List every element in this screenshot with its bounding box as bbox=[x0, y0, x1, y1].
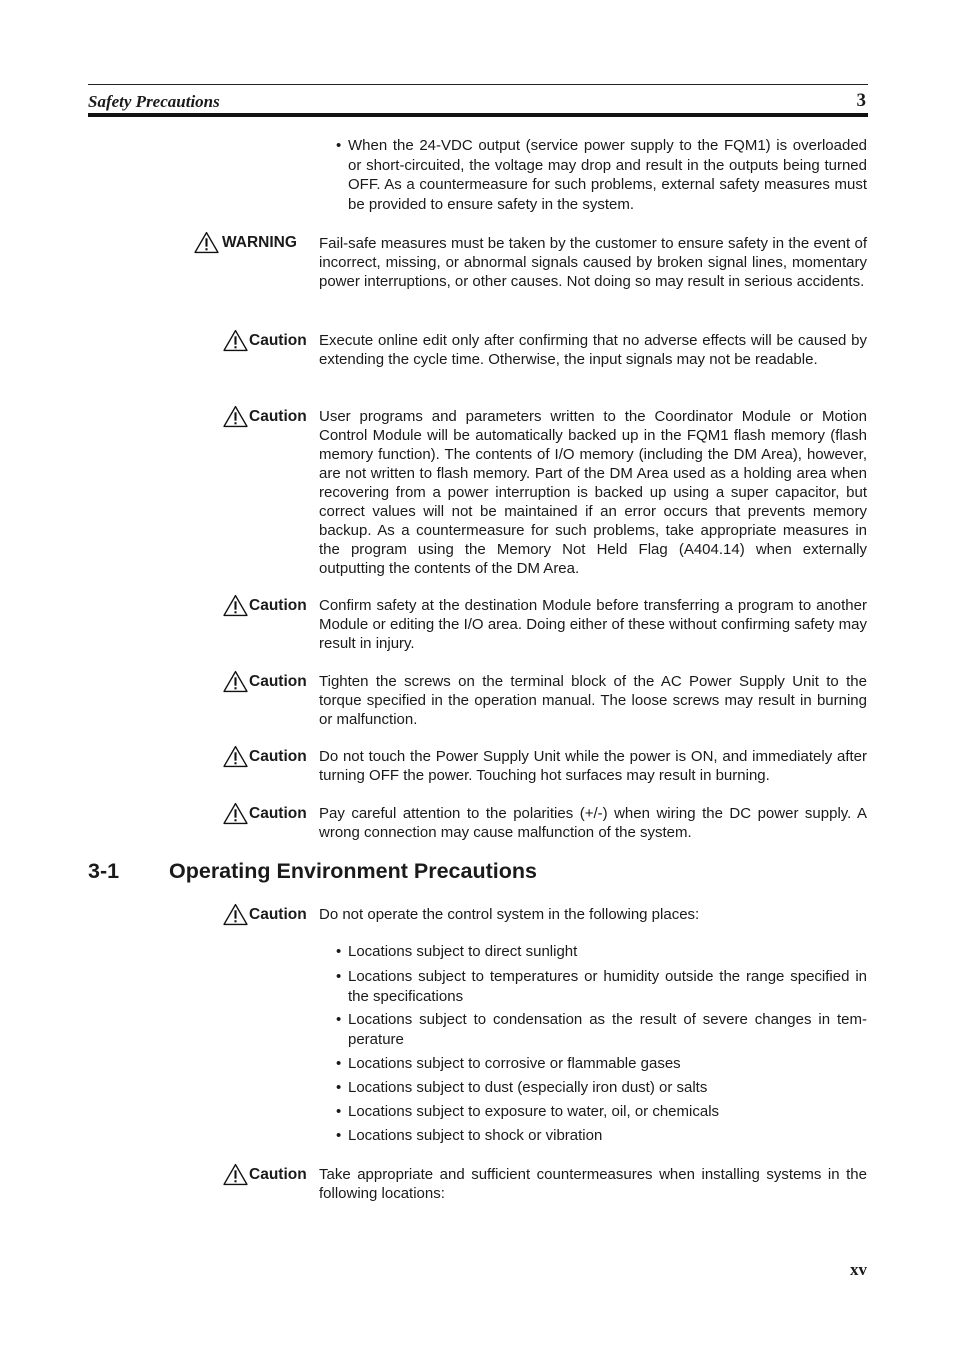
caution-text: User programs and parameters written to the Coordinator Module or Motion Control Module will be automatically backed up in the FQM1 flash memory (flash memory function). The contents of I/O memory (including the DM Area), however, are not written to flash memory. Part of the DM Area used as a holding area when recovering from a power interruption is backed up using a super capacitor, but correct values will not be maintained if an error occurs that prevents memory backup. As a countermeasure for such problems, take appropriate measures in the program using the Memory Not Held Flag (A404.14) when externally outputting the contents of the DM Area. bbox=[319, 408, 867, 577]
list-item-text: Locations subject to exposure to water, oil, or chemicals bbox=[348, 1103, 720, 1120]
section-number: 3-1 bbox=[88, 859, 120, 883]
caution-label-text: Caution bbox=[249, 805, 307, 822]
header-title: Safety Precautions bbox=[88, 92, 220, 111]
warning-icon bbox=[223, 594, 248, 617]
list-item bbox=[336, 1078, 867, 1098]
caution-text: Pay careful attention to the polarities (+/-) when wiring the DC power supply. A wrong connection may cause malfunction of the system. bbox=[319, 805, 867, 841]
caution-text: Do not touch the Power Supply Unit while the power is ON, and immediately after turning OFF the power. Touching hot surfaces may result in burning. bbox=[319, 748, 867, 784]
warning-icon bbox=[194, 231, 219, 254]
caution-text: Take appropriate and sufficient countermeasures when installing systems in the following locations: bbox=[319, 1166, 867, 1202]
bullet-glyph: • bbox=[336, 137, 342, 154]
warning-icon bbox=[223, 670, 248, 693]
bullet-glyph: • bbox=[336, 1127, 342, 1144]
caution-label-text: Caution bbox=[249, 597, 307, 614]
caution-label-text: Caution bbox=[249, 408, 307, 425]
caution-text: Do not operate the control system in the following places: bbox=[319, 906, 700, 923]
list-item bbox=[336, 942, 867, 962]
caution-label-text: Caution bbox=[249, 906, 307, 923]
bullet-glyph: • bbox=[336, 1011, 342, 1028]
header-section-number: 3 bbox=[856, 90, 866, 111]
caution-label-text: Caution bbox=[249, 748, 307, 765]
list-item-text: Locations subject to temperatures or humidity outside the range specified in the specifications bbox=[348, 968, 867, 1005]
caution-text: Execute online edit only after confirming that no adverse effects will be caused by extending the cycle time. Otherwise, the input signals may not be readable. bbox=[319, 332, 867, 368]
list-item bbox=[336, 1054, 867, 1074]
warning-icon bbox=[223, 903, 248, 926]
page-header bbox=[88, 84, 868, 117]
warning-icon bbox=[223, 405, 248, 428]
warning-icon bbox=[223, 329, 248, 352]
page-number: xv bbox=[850, 1260, 867, 1279]
list-item bbox=[336, 1010, 867, 1049]
list-item bbox=[336, 967, 867, 1006]
list-item bbox=[336, 1126, 867, 1146]
bullet-glyph: • bbox=[336, 943, 342, 960]
bullet-glyph: • bbox=[336, 1079, 342, 1096]
intro-bullet-text: When the 24-VDC output (service power supply to the FQM1) is overloaded or short-circuited, the voltage may drop and result in the outputs being turned OFF. As a countermeasure for such problems, external safety measures must be provided to ensure safety in the system. bbox=[348, 137, 867, 213]
list-item-text: Locations subject to direct sunlight bbox=[348, 943, 578, 960]
warning-icon bbox=[223, 745, 248, 768]
section-title: Operating Environment Precautions bbox=[169, 859, 537, 883]
warning-label-text: WARNING bbox=[222, 234, 297, 251]
caution-label-text: Caution bbox=[249, 1166, 307, 1183]
caution-label-text: Caution bbox=[249, 332, 307, 349]
caution-label-text: Caution bbox=[249, 673, 307, 690]
list-item bbox=[336, 1102, 867, 1122]
caution-text: Tighten the screws on the terminal block of the AC Power Supply Unit to the torque specified in the operation manual. The loose screws may result in burning or malfunction. bbox=[319, 673, 867, 728]
bullet-glyph: • bbox=[336, 1055, 342, 1072]
warning-text: Fail-safe measures must be taken by the customer to ensure safety in the event of incorrect, missing, or abnormal signals caused by broken signal lines, momentary power interruptions, or other causes. Not doing so may result in serious accidents. bbox=[319, 235, 867, 290]
list-item-text: Locations subject to corrosive or flammable gases bbox=[348, 1055, 681, 1072]
bullet-glyph: • bbox=[336, 968, 342, 985]
list-item-text: Locations subject to shock or vibration bbox=[348, 1127, 603, 1144]
caution-text: Confirm safety at the destination Module before transferring a program to another Module or editing the I/O area. Doing either of these without confirming safety may result in injury. bbox=[319, 597, 867, 652]
warning-icon bbox=[223, 1163, 248, 1186]
list-item-text: Locations subject to condensation as the result of severe changes in temperature bbox=[348, 1011, 867, 1048]
list-item-text: Locations subject to dust (especially iron dust) or salts bbox=[348, 1079, 708, 1096]
warning-icon bbox=[223, 802, 248, 825]
intro-bullet bbox=[336, 136, 867, 214]
bullet-glyph: • bbox=[336, 1103, 342, 1120]
